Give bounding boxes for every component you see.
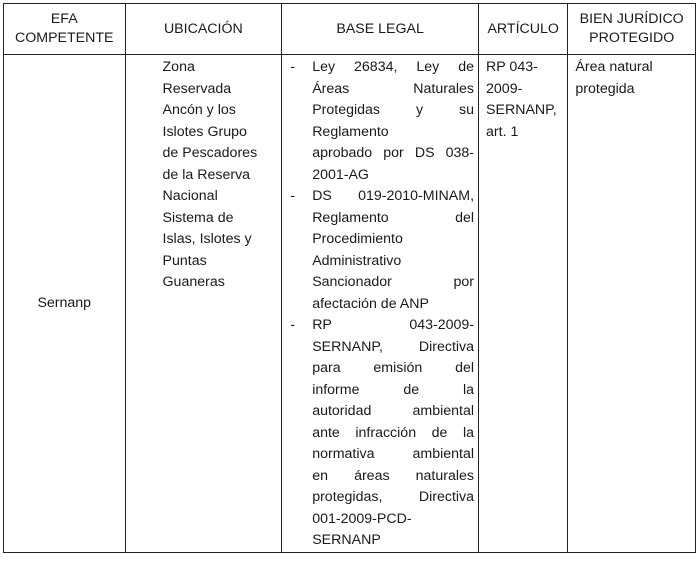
cell-base-legal: [282, 55, 479, 553]
base-legal-line: aprobado por DS 038-: [312, 145, 475, 161]
articulo-value: RP 043- 2009- SERNANP, art. 1: [486, 59, 557, 140]
base-legal-line: ante infracción de la: [312, 424, 475, 441]
base-legal-line: DS 019-2010-MINAM,: [312, 188, 475, 204]
base-legal-line: informe de la: [312, 381, 475, 398]
table-row: [4, 55, 696, 553]
cell-bien-juridico: [568, 55, 696, 553]
base-legal-line: Ley 26834, Ley de: [312, 59, 475, 75]
base-legal-line: Protegidas y su: [312, 102, 475, 118]
base-legal-line: Reglamento: [312, 123, 389, 140]
base-legal-line: Sancionador por: [312, 274, 475, 290]
base-legal-line: SERNANP: [312, 532, 381, 548]
base-legal-line: RP 043-2009-: [312, 317, 475, 333]
base-legal-line: Procedimiento: [312, 231, 403, 247]
list-dash: -: [290, 317, 295, 333]
base-legal-line: Áreas Naturales: [312, 80, 475, 97]
header-row: [4, 4, 696, 55]
base-legal-line: en áreas naturales: [312, 467, 475, 484]
list-dash: -: [290, 59, 295, 75]
base-legal-line: autoridad ambiental: [312, 403, 475, 419]
base-legal-item: [282, 186, 474, 315]
base-legal-line: 2001-AG: [312, 166, 369, 183]
cell-ubicacion: [125, 55, 282, 553]
legal-table: [3, 3, 696, 553]
base-legal-item: [282, 315, 474, 552]
base-legal-line: SERNANP, Directiva: [312, 338, 475, 355]
cell-articulo: [479, 55, 568, 553]
base-legal-list: [282, 55, 478, 552]
base-legal-line: para emisión del: [312, 360, 475, 376]
header-bien-juridico: BIEN JURÍDICO PROTEGIDO: [568, 4, 696, 55]
base-legal-line: Reglamento del: [312, 209, 475, 226]
list-dash: -: [290, 188, 295, 204]
ubicacion-value: Zona Reservada Ancón y los Islotes Grupo de Pescadores de la Reserva Nacional Sistema de Islas, Islotes y Puntas Guaneras: [162, 59, 258, 290]
base-legal-line: Administrativo: [312, 252, 402, 269]
base-legal-item: [282, 57, 474, 186]
header-efa-competente: EFA COMPETENTE: [4, 4, 126, 55]
bien-value: Área natural protegida: [575, 59, 653, 97]
base-legal-line: normativa ambiental: [312, 446, 475, 462]
cell-efa: [4, 55, 126, 553]
base-legal-line: 001-2009-PCD-: [312, 510, 412, 527]
header-base-legal: BASE LEGAL: [282, 4, 479, 55]
efa-value: Sernanp: [37, 294, 92, 311]
header-articulo: ARTÍCULO: [479, 4, 568, 55]
base-legal-line: afectación de ANP: [312, 295, 429, 312]
header-ubicacion: UBICACIÓN: [125, 4, 282, 55]
base-legal-line: protegidas, Directiva: [312, 489, 475, 505]
